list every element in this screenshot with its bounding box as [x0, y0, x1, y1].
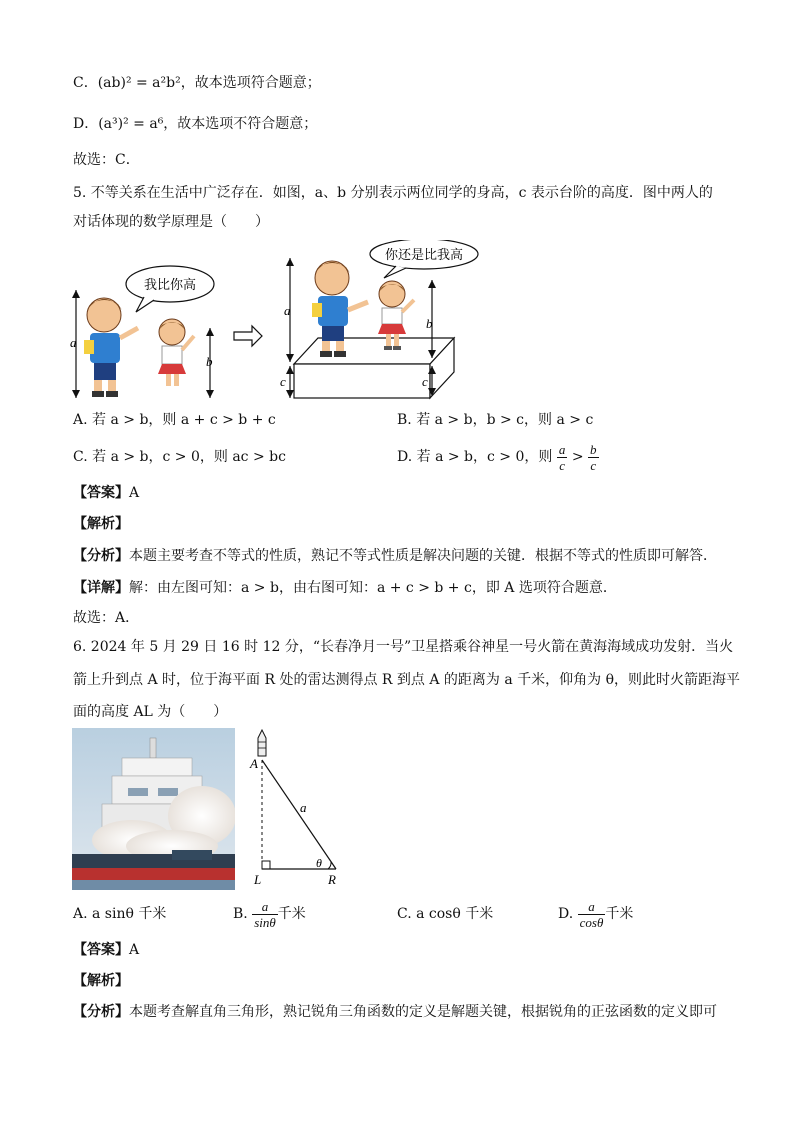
label-c-right: c: [422, 374, 428, 389]
fraction-numerator: a: [578, 899, 606, 915]
q5-choose: 故选：A．: [73, 610, 140, 626]
bubble-left-text: 我比你高: [143, 278, 197, 293]
point-l-label: L: [254, 872, 262, 887]
q5-option-d-fraction-1: [557, 442, 568, 473]
point-r-label: R: [328, 872, 336, 887]
q5-answer: 【答案】A: [73, 485, 140, 501]
question-6-line3: 面的高度 AL 为（ ）: [73, 704, 228, 720]
q6-option-a: A. a sinθ 千米: [73, 906, 167, 922]
fraction-denominator: cosθ: [579, 914, 604, 930]
q6-fenxi: 【分析】本题考查解直角三角形，熟记锐角三角函数的定义是解题关键，根据锐角的正弦函数的定义即可: [73, 1004, 717, 1020]
label-b-right: b: [426, 316, 433, 331]
label-c-left: c: [280, 374, 286, 389]
q6-option-d: D. $\frac{a}{\cos\theta}$ 千米: [558, 898, 634, 930]
q5-fenxi: 【分析】本题主要考查不等式的性质，熟记不等式性质是解决问题的关键．根据不等式的性质即可解答．: [73, 548, 717, 564]
option-d-line: D．(a³)² = a⁶，故本选项不符合题意；: [73, 116, 318, 132]
option-c-line: C．(ab)² = a²b²，故本选项符合题意；: [73, 75, 321, 91]
q6-option-d-fraction: [578, 899, 606, 930]
rocket-icon: [258, 730, 266, 756]
q6-option-b: B. $\frac{a}{\sin\theta}$ 千米: [233, 898, 306, 930]
label-a-right: a: [284, 303, 291, 318]
q5-xiangjie: 【详解】解：由左图可知：a > b，由右图可知：a + c > b + c，即 A 选项符合题意．: [73, 580, 617, 596]
q6-analysis-heading: 【解析】: [73, 973, 129, 989]
bubble-right-text: 你还是比我高: [384, 248, 464, 263]
q5-option-d: [397, 438, 599, 476]
q5-option-d-gt: >: [571, 449, 584, 465]
q5-option-b: B. 若 a > b，b > c，则 a > c: [397, 412, 594, 428]
speech-bubble-left: [126, 266, 214, 312]
question-5-line2: 对话体现的数学原理是（ ）: [73, 214, 269, 230]
q5-option-c: C. 若 a > b，c > 0，则 ac > bc: [73, 449, 286, 465]
right-triangle-diagram: [240, 728, 350, 888]
fraction-numerator: a: [252, 899, 278, 915]
q6-answer: 【答案】A: [73, 942, 140, 958]
point-a-label: A: [250, 756, 258, 771]
question-6-line2: 箭上升到点 A 时，位于海平面 R 处的雷达测得点 R 到点 A 的距离为 a 千米，仰角为 θ，则此时火箭距海平: [73, 672, 741, 688]
boy-left-figure: [70, 290, 138, 398]
side-a-label: a: [300, 800, 307, 815]
question-5-line1: 5. 不等关系在生活中广泛存在．如图，a、b 分别表示两位同学的身高，c 表示台阶的高度．图中两人的: [73, 185, 713, 201]
q6-option-b-fraction: [252, 899, 278, 930]
right-arrow-icon: [234, 326, 262, 346]
q5-analysis-heading: 【解析】: [73, 516, 129, 532]
fraction-denominator: sinθ: [254, 914, 276, 930]
right-scene: [280, 258, 454, 398]
height-comparison-illustration: [66, 240, 746, 405]
q5-option-a: A. 若 a > b，则 a + c > b + c: [73, 412, 276, 428]
fraction-numerator: a: [558, 441, 566, 457]
label-b-left: b: [206, 354, 213, 369]
choose-line: 故选：C．: [73, 152, 140, 168]
angle-theta-label: θ: [316, 856, 322, 870]
rocket-launch-photo: [72, 728, 235, 890]
girl-left-figure: [158, 319, 214, 398]
label-a-left: a: [70, 335, 77, 350]
q5-option-d-fraction-2: [588, 442, 599, 473]
fraction-denominator: c: [590, 457, 597, 473]
speech-bubble-right: [370, 240, 478, 278]
q5-option-d-prefix: D. 若 a > b，c > 0，则: [397, 449, 553, 465]
question-6-line1: 6. 2024 年 5 月 29 日 16 时 12 分，“长春净月一号”卫星搭乘谷神星一号火箭在黄海海域成功发射．当火: [73, 639, 734, 655]
fraction-denominator: c: [559, 457, 565, 473]
fraction-numerator: b: [590, 441, 597, 457]
q6-option-c: C. a cosθ 千米: [397, 906, 494, 922]
